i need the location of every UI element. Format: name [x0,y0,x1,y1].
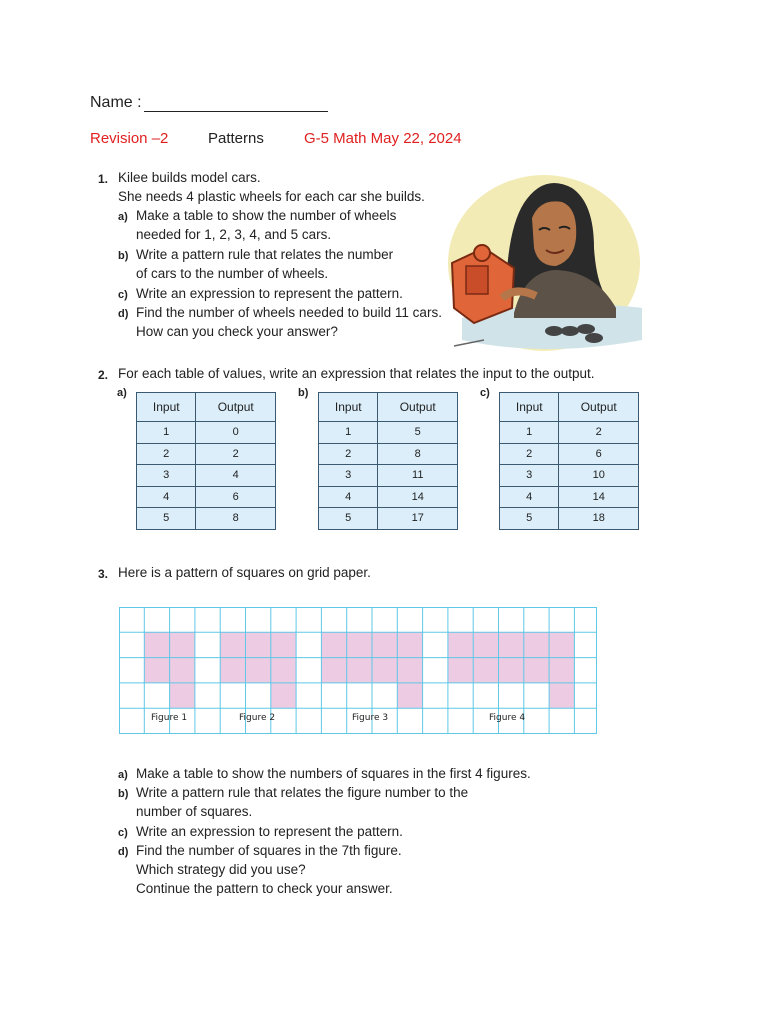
q1c-label: c) [118,289,128,301]
output-cell: 11 [378,465,458,487]
output-cell: 14 [378,486,458,508]
question-3 [98,563,498,585]
output-cell: 10 [559,465,639,487]
table-row [137,465,276,487]
column-header-input: Input [319,393,378,422]
output-cell: 4 [196,465,276,487]
figure-2-label: Figure 2 [239,713,276,723]
output-cell: 0 [196,422,276,444]
column-header-input: Input [500,393,559,422]
table-row [319,422,458,444]
name-field [90,94,328,112]
table-header-row [137,393,276,422]
q2a-label: a) [117,387,127,399]
q3a-line-1: Make a table to show the numbers of squares in the first 4 figures. [136,766,531,781]
q2c-label: c) [480,387,490,399]
output-cell: 6 [196,486,276,508]
figure-1-label: Figure 1 [151,713,188,723]
q1a-line-1: Make a table to show the number of wheels [136,208,397,223]
input-cell: 5 [500,508,559,530]
pattern-squares [144,632,574,708]
table-row [500,422,639,444]
column-header-output: Output [196,393,276,422]
table-row [137,422,276,444]
q2a-table [136,392,276,530]
q2-text: For each table of values, write an expression that relates the input to the output. [118,366,595,381]
grade-date-label: G-5 Math May 22, 2024 [304,130,462,147]
q1d-line-2: How can you check your answer? [136,324,338,339]
input-cell: 1 [319,422,378,444]
input-cell: 1 [137,422,196,444]
table-row [500,443,639,465]
figure-4-label: Figure 4 [489,713,526,723]
q1a-label: a) [118,211,128,223]
table-row [319,486,458,508]
input-cell: 4 [319,486,378,508]
table-header-row [319,393,458,422]
table-row [319,443,458,465]
table-header-row [500,393,639,422]
table-row [137,508,276,530]
input-cell: 2 [137,443,196,465]
name-label: Name : [90,94,142,111]
q3a-label: a) [118,769,128,781]
table-row [319,465,458,487]
q1b-line-1: Write a pattern rule that relates the number [136,247,394,262]
figure-3-label: Figure 3 [352,713,389,723]
q1d-label: d) [118,308,129,320]
woman-building-car-illustration [444,168,644,358]
q3d-line-1: Find the number of squares in the 7th figure. [136,843,402,858]
q3b-line-2: number of squares. [136,804,253,819]
input-cell: 1 [500,422,559,444]
output-cell: 2 [559,422,639,444]
q3d-label: d) [118,846,129,858]
table-row [137,443,276,465]
output-cell: 8 [196,508,276,530]
q3c-label: c) [118,827,128,839]
name-blank-line [144,95,328,112]
question-1-number: 1. [98,172,109,186]
input-cell: 4 [137,486,196,508]
input-cell: 3 [137,465,196,487]
q1b-line-2: of cars to the number of wheels. [136,266,329,281]
table-row [500,508,639,530]
table-row [319,508,458,530]
table-row [500,465,639,487]
input-cell: 5 [137,508,196,530]
topic-label: Patterns [208,130,264,147]
output-cell: 8 [378,443,458,465]
column-header-input: Input [137,393,196,422]
output-cell: 17 [378,508,458,530]
output-cell: 14 [559,486,639,508]
q2b-table [318,392,458,530]
input-cell: 5 [319,508,378,530]
output-cell: 2 [196,443,276,465]
q1b-label: b) [118,250,129,262]
question-2-number: 2. [98,368,109,382]
input-cell: 2 [319,443,378,465]
q1c-line-1: Write an expression to represent the pattern. [136,286,403,301]
q3b-line-1: Write a pattern rule that relates the figure number to the [136,785,469,800]
table-row [137,486,276,508]
q2b-label: b) [298,387,309,399]
q1a-line-2: needed for 1, 2, 3, 4, and 5 cars. [136,227,332,242]
output-cell: 18 [559,508,639,530]
input-cell: 2 [500,443,559,465]
question-2 [98,364,618,386]
q3c-line-1: Write an expression to represent the pattern. [136,824,403,839]
revision-label: Revision –2 [90,130,169,147]
output-cell: 5 [378,422,458,444]
question-3-parts [98,764,538,904]
table-row [500,486,639,508]
question-1 [98,168,458,348]
input-cell: 3 [319,465,378,487]
column-header-output: Output [378,393,458,422]
q3d-line-2: Which strategy did you use? [136,862,306,877]
q3d-line-3: Continue the pattern to check your answer. [136,881,393,896]
q1-intro-line-2: She needs 4 plastic wheels for each car she builds. [118,189,425,204]
column-header-output: Output [559,393,639,422]
q2c-table [499,392,639,530]
output-cell: 6 [559,443,639,465]
input-cell: 3 [500,465,559,487]
q3-text: Here is a pattern of squares on grid paper. [118,565,371,580]
q3b-label: b) [118,788,129,800]
q1d-line-1: Find the number of wheels needed to build 11 cars. [136,305,442,320]
q1-intro-line-1: Kilee builds model cars. [118,170,261,185]
input-cell: 4 [500,486,559,508]
question-3-number: 3. [98,567,109,581]
